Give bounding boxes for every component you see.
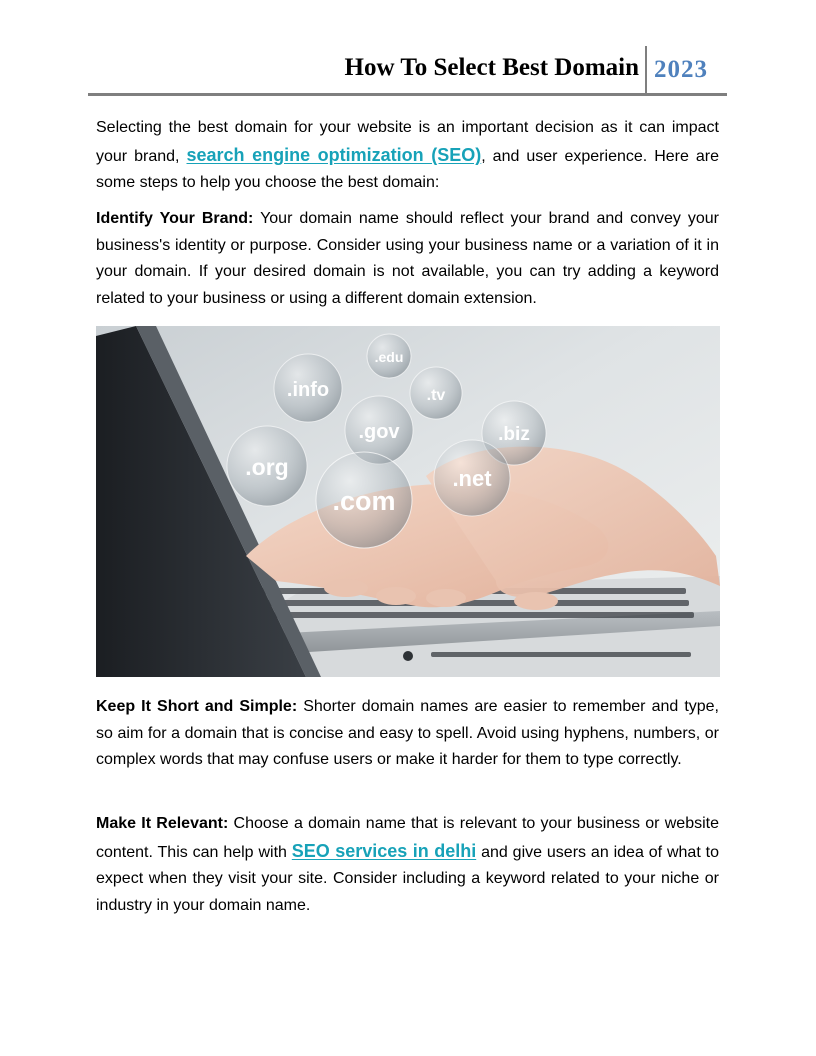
relevant-text-after: and give users an idea of what to expect when they visit your site. Consider including a keyword related to your niche or industry in your domain name. — [96, 843, 719, 914]
page-header — [88, 46, 727, 96]
header-year: 2023 — [654, 56, 708, 83]
svg-text:.edu: .edu — [374, 349, 404, 365]
relevant-heading: Make It Relevant: — [96, 815, 229, 832]
bubble-com — [316, 452, 412, 548]
svg-text:.tv: .tv — [426, 387, 446, 404]
seo-services-link[interactable]: SEO services in delhi — [291, 840, 477, 861]
svg-text:.net: .net — [452, 466, 492, 491]
svg-text:.info: .info — [286, 379, 330, 401]
intro-paragraph — [96, 115, 719, 197]
intro-text-after: , and user experience. Here are some steps to help you choose the best domain: — [96, 147, 720, 191]
header-rule — [88, 93, 727, 96]
brand-paragraph — [96, 206, 719, 312]
brand-heading: Identify Your Brand: — [96, 210, 254, 227]
svg-text:.org: .org — [245, 454, 289, 480]
short-heading: Keep It Short and Simple: — [96, 698, 298, 715]
bubble-tv — [410, 367, 462, 419]
intro-text-before: Selecting the best domain for your website is an important decision as it can impact your brand, — [96, 119, 719, 165]
header-divider — [645, 46, 647, 94]
domain-extensions-photo — [96, 326, 720, 677]
bubble-edu — [367, 334, 411, 378]
page-title: How To Select Best Domain — [344, 54, 639, 81]
svg-text:.com: .com — [332, 486, 396, 516]
bubble-info — [274, 354, 342, 422]
bubble-net — [434, 440, 510, 516]
brand-text: Your domain name should reflect your brand and convey your business's identity or purpose. Consider using your business name or a variation of it in your domain. If your desired domain is not available, you can try adding a keyword related to your business or using a different domain extension. — [96, 210, 719, 307]
bubble-org — [227, 426, 307, 506]
short-text: Shorter domain names are easier to remember and type, so aim for a domain that is concise and easy to spell. Avoid using hyphens, numbers, or complex words that may confuse users or make it harder for them to type correctly. — [96, 698, 720, 768]
relevant-text-before: Choose a domain name that is relevant to your business or website content. This can help with — [96, 815, 719, 861]
svg-text:.biz: .biz — [498, 424, 530, 445]
svg-text:.gov: .gov — [358, 421, 400, 443]
seo-link[interactable]: search engine optimization (SEO) — [186, 144, 482, 165]
short-paragraph — [96, 694, 719, 774]
relevant-paragraph — [96, 811, 719, 919]
